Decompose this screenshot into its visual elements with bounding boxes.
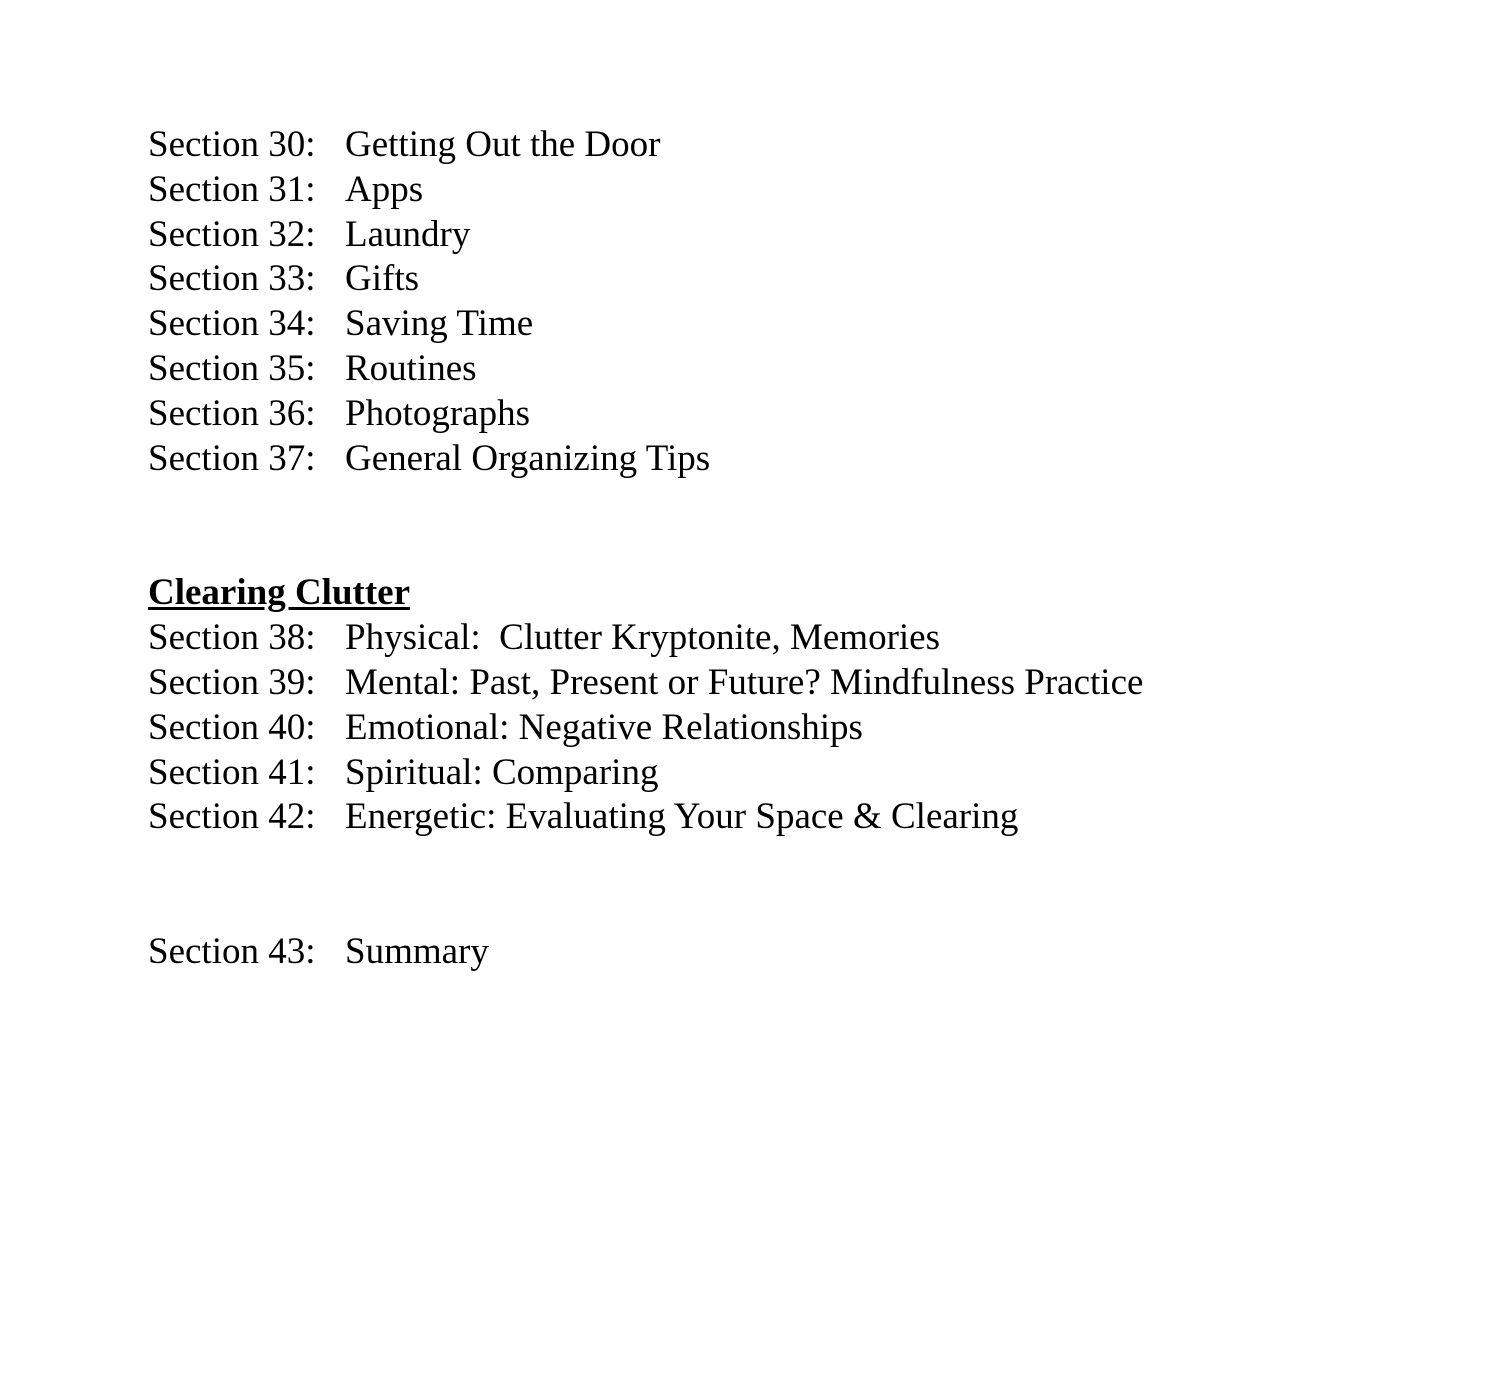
section-title: Emotional: Negative Relationships [345, 706, 863, 748]
section-title: Summary [345, 931, 489, 973]
section-group-3 [148, 930, 1448, 975]
section-number: Section 41: [148, 751, 316, 793]
section-title: Routines [345, 347, 477, 389]
spacer [148, 481, 1448, 571]
section-title: Spiritual: Comparing [345, 751, 659, 793]
section-title: Apps [345, 168, 424, 210]
section-number: Section 30: [148, 124, 316, 165]
section-number: Section 40: [148, 706, 316, 748]
group-heading: Clearing Clutter [148, 572, 411, 614]
toc-entry [148, 661, 1448, 706]
toc-entry [148, 347, 1448, 392]
section-title: Gifts [345, 258, 419, 300]
toc-entry [148, 123, 1448, 168]
section-title: Physical: Clutter Kryptonite, Memories [345, 617, 940, 659]
toc-entry [148, 168, 1448, 213]
section-title: Getting Out the Door [345, 124, 661, 165]
section-number: Section 43: [148, 931, 316, 973]
section-title: General Organizing Tips [345, 437, 711, 479]
section-title: Laundry [345, 213, 471, 255]
section-title: Mental: Past, Present or Future? Mindfulness Practice [345, 661, 1144, 703]
spacer [148, 840, 1448, 930]
section-group-1 [148, 123, 1448, 481]
section-number: Section 39: [148, 661, 316, 703]
section-title: Saving Time [345, 303, 534, 345]
section-number: Section 36: [148, 392, 316, 434]
section-number: Section 34: [148, 303, 316, 345]
toc-entry [148, 302, 1448, 347]
section-title: Photographs [345, 392, 530, 434]
section-group-clearing-clutter [148, 571, 1448, 840]
toc-entry [148, 616, 1448, 661]
section-number: Section 35: [148, 347, 316, 389]
toc-entry [148, 257, 1448, 302]
toc-entry [148, 437, 1448, 482]
section-number: Section 38: [148, 617, 316, 659]
section-number: Section 37: [148, 437, 316, 479]
toc-entry [148, 392, 1448, 437]
section-title: Energetic: Evaluating Your Space & Clearing [345, 796, 1019, 838]
section-number: Section 31: [148, 168, 316, 210]
section-number: Section 32: [148, 213, 316, 255]
table-of-contents [148, 123, 1448, 975]
section-number: Section 33: [148, 258, 316, 300]
section-number: Section 42: [148, 796, 316, 838]
toc-entry [148, 706, 1448, 751]
toc-entry [148, 930, 1448, 975]
toc-entry [148, 751, 1448, 796]
toc-entry [148, 795, 1448, 840]
toc-entry [148, 213, 1448, 258]
